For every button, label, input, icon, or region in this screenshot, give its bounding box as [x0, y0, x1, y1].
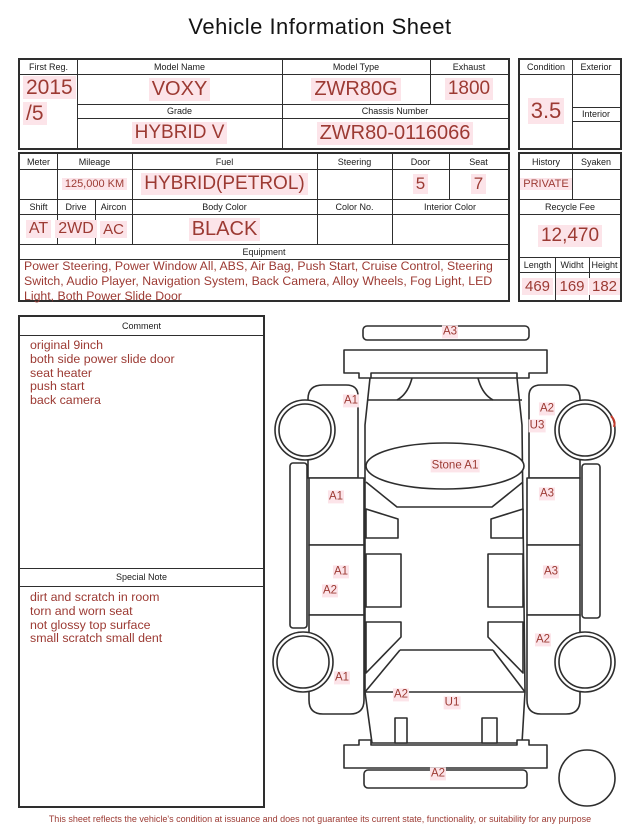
special-note-line: small scratch small dent	[30, 631, 163, 646]
length-header: Length	[523, 259, 552, 270]
damage-marker: U1	[444, 696, 460, 709]
special-note-line: not glossy top surface	[30, 617, 151, 632]
special-note-header: Special Note	[115, 572, 168, 582]
grade-header: Grade	[166, 106, 192, 116]
damage-marker: Stone A1	[431, 459, 479, 472]
condition-score: 3.5	[520, 74, 572, 148]
damage-marker-layer	[270, 315, 630, 835]
door-value: 5	[392, 169, 449, 199]
seat-header: Seat	[469, 156, 488, 167]
car-damage-diagram	[270, 315, 630, 835]
drive-value: 2WD	[57, 214, 95, 244]
condition-table	[518, 58, 622, 150]
special-note-line: torn and worn seat	[30, 603, 133, 618]
damage-marker: A2	[430, 767, 446, 780]
comment-box	[18, 315, 265, 808]
chassis-value: ZWR80-0116066	[282, 118, 508, 148]
history-table	[518, 152, 622, 302]
equipment-list: Power Steering, Power Window All, ABS, Air Bag, Push Start, Cruise Control, Steering Switch, Audio Player, Navigation System, Back Camera, Alloy Wheels, Fog Light, LED Light, Both Power Slide Door	[24, 259, 493, 303]
recycle-fee-header: Recycle Fee	[544, 201, 596, 212]
fuel-value: HYBRID(PETROL)	[132, 169, 317, 199]
history-header: History	[531, 156, 560, 167]
damage-marker: A1	[328, 490, 344, 503]
damage-marker: A3	[539, 487, 555, 500]
first-reg-month: /5	[23, 102, 47, 125]
damage-marker: A2	[393, 688, 409, 701]
damage-marker: A2	[322, 584, 338, 597]
exhaust-value: 1800	[430, 74, 508, 104]
grade-value: HYBRID V	[77, 118, 282, 148]
width-value: 169	[555, 272, 589, 300]
vehicle-identity-table	[18, 58, 510, 150]
damage-marker: A1	[343, 394, 359, 407]
equipment-header: Equipment	[242, 246, 286, 257]
mileage-header: Mileage	[78, 156, 111, 167]
comment-line: back camera	[30, 393, 101, 408]
special-note-line: dirt and scratch in room	[30, 590, 160, 604]
length-value: 469	[520, 272, 555, 300]
comment-line: both side power slide door	[30, 351, 175, 366]
divider	[20, 586, 263, 587]
first-reg-header: First Reg.	[28, 62, 68, 72]
damage-marker: A2	[535, 633, 551, 646]
aircon-value: AC	[95, 214, 132, 244]
chassis-header: Chassis Number	[361, 106, 429, 116]
damage-marker: A2	[539, 402, 555, 415]
comment-line: seat heater	[30, 365, 92, 380]
body-color-value: BLACK	[132, 214, 317, 244]
exterior-header: Exterior	[580, 62, 612, 72]
body-color-header: Body Color	[202, 201, 247, 212]
steering-value	[317, 169, 392, 199]
steering-header: Steering	[337, 156, 372, 167]
width-header: Widht	[560, 259, 584, 270]
meter-value	[20, 169, 57, 199]
page-title: Vehicle Information Sheet	[188, 14, 452, 39]
syaken-header: Syaken	[580, 156, 612, 167]
door-header: Door	[410, 156, 431, 167]
height-value: 182	[589, 272, 620, 300]
damage-marker: A3	[442, 325, 458, 338]
meter-header: Meter	[26, 156, 50, 167]
comment-line: push start	[30, 379, 85, 394]
history-value: PRIVATE	[520, 169, 572, 199]
first-reg-value	[23, 75, 76, 127]
shift-header: Shift	[29, 201, 48, 212]
exhaust-header: Exhaust	[452, 62, 486, 72]
color-no-value	[317, 214, 392, 244]
model-name-header: Model Name	[153, 62, 206, 72]
model-name-value: VOXY	[77, 74, 282, 104]
interior-header: Interior	[581, 109, 610, 119]
interior-color-value	[392, 214, 508, 244]
comment-lines	[30, 339, 175, 408]
disclaimer-text: This sheet reflects the vehicle's condition at issuance and does not guarantee its current state, functionality, or suitability for any purpose	[48, 814, 592, 824]
comment-header: Comment	[121, 321, 161, 331]
damage-marker: A1	[334, 671, 350, 684]
seat-value: 7	[449, 169, 508, 199]
exterior-value	[572, 74, 620, 107]
shift-value: AT	[20, 214, 57, 244]
first-reg-year: 2015	[23, 76, 76, 99]
recycle-fee-value: 12,470	[520, 214, 620, 257]
model-type-value: ZWR80G	[282, 74, 430, 104]
model-type-header: Model Type	[332, 62, 380, 72]
damage-marker: U3	[529, 419, 545, 432]
fuel-header: Fuel	[215, 156, 234, 167]
comment-line: original 9inch	[30, 338, 104, 352]
drive-header: Drive	[65, 201, 87, 212]
color-no-header: Color No.	[335, 201, 374, 212]
mileage-value: 125,000 KM	[57, 169, 132, 199]
aircon-header: Aircon	[100, 201, 127, 212]
special-note-lines	[30, 591, 162, 646]
syaken-value	[572, 169, 620, 199]
condition-header: Condition	[526, 62, 566, 72]
details-table	[18, 152, 510, 302]
height-header: Height	[591, 259, 618, 270]
interior-color-header: Interior Color	[423, 201, 477, 212]
interior-value	[572, 121, 620, 148]
damage-marker: A3	[543, 565, 559, 578]
divider	[20, 335, 263, 336]
damage-marker: A1	[333, 565, 349, 578]
